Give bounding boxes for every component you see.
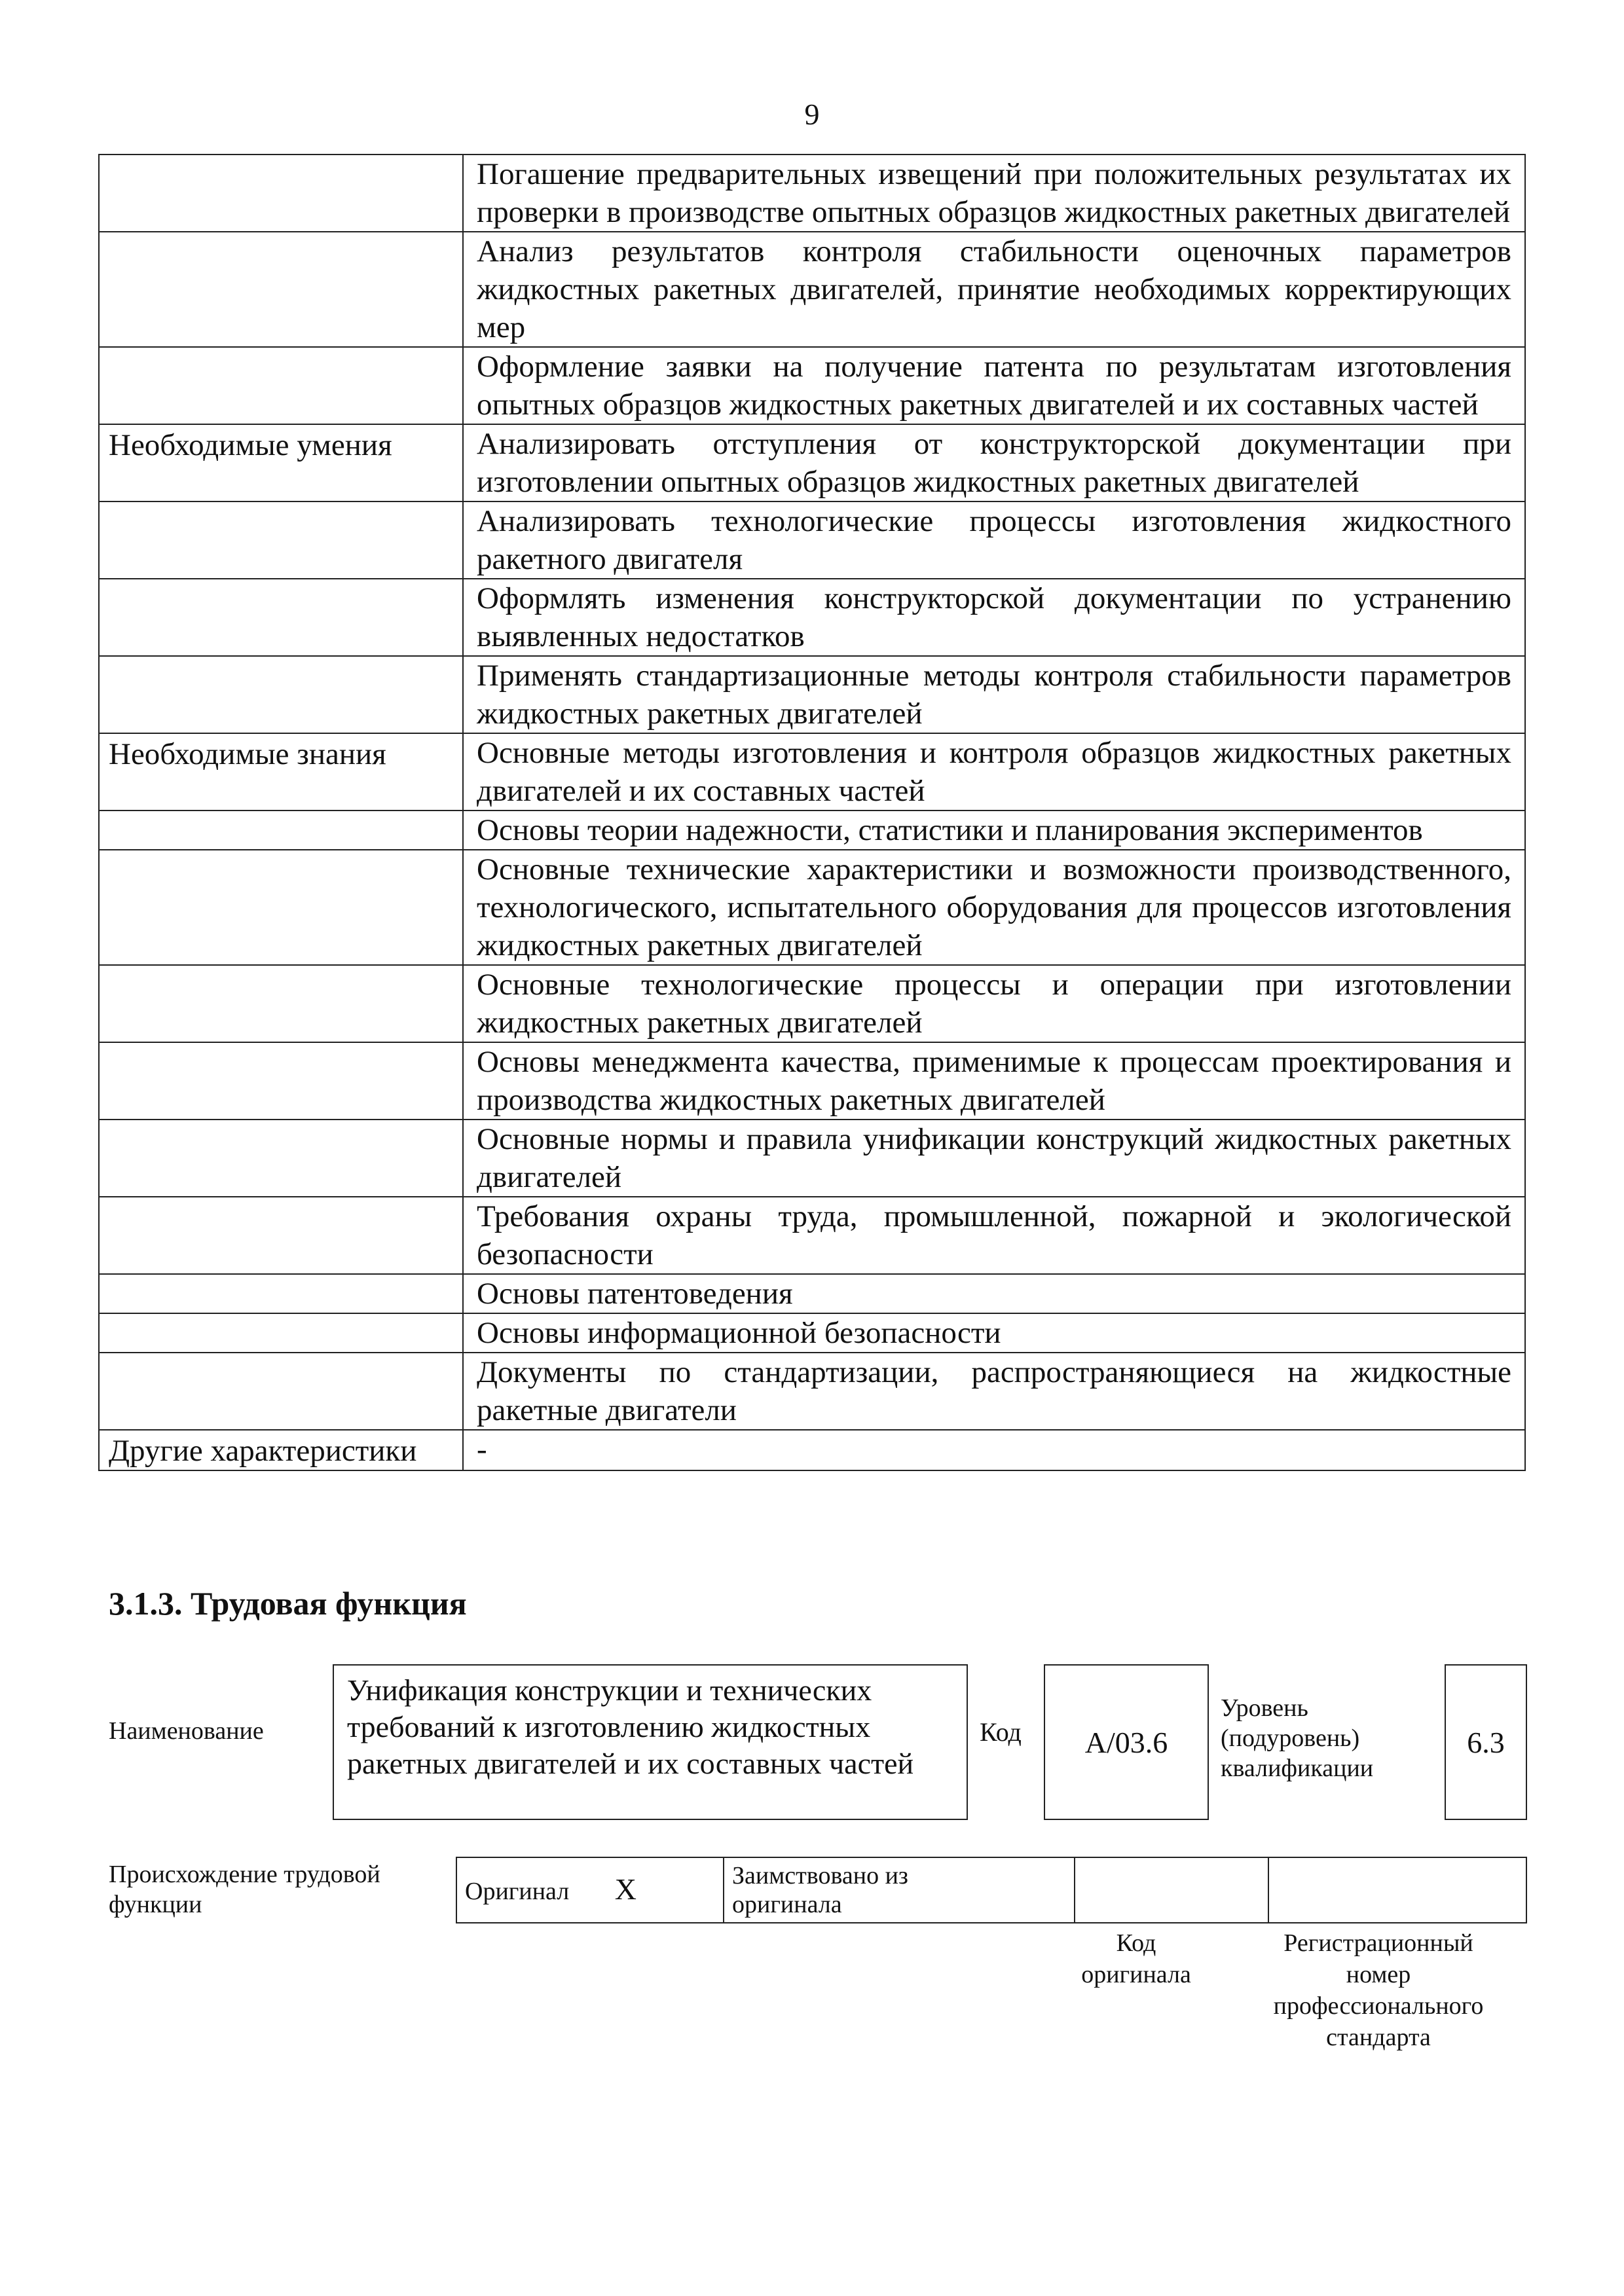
original-label: Оригинал: [465, 1877, 570, 1905]
table-row: [99, 733, 1525, 811]
table-row: [99, 850, 1525, 965]
registration-caption-line: номер: [1346, 1961, 1411, 1988]
origin-label-line: Происхождение трудовой: [109, 1861, 380, 1888]
name-label: Наименование: [109, 1717, 264, 1745]
action-item: Анализ результатов контроля стабильности оценочных параметров жидкостных ракетных двигателей, принятие необходимых корректирующих мер: [463, 232, 1525, 347]
other-value: -: [463, 1430, 1525, 1470]
empty-label-cell: [99, 811, 463, 850]
empty-label-cell: [99, 1274, 463, 1313]
code-caption-line: оригинала: [1081, 1961, 1191, 1988]
function-name-box: Унификация конструкции и технических требований к изготовлению жидкостных ракетных двигателей и их составных частей: [333, 1664, 968, 1820]
action-item: Оформление заявки на получение патента по результатам изготовления опытных образцов жидкостных ракетных двигателей и их составных частей: [463, 347, 1525, 424]
table-row: [99, 579, 1525, 656]
knowledge-item: Основы менеджмента качества, применимые к процессам проектирования и производства жидкостных ракетных двигателей: [463, 1042, 1525, 1120]
knowledge-item: Требования охраны труда, промышленной, пожарной и экологической безопасности: [463, 1197, 1525, 1274]
level-label-line: (подуровень): [1221, 1724, 1360, 1752]
code-label: Код: [980, 1717, 1022, 1747]
table-row: [99, 1042, 1525, 1120]
empty-label-cell: [99, 1313, 463, 1353]
skill-item: Анализировать отступления от конструкторской документации при изготовлении опытных образцов жидкостных ракетных двигателей: [463, 424, 1525, 501]
section-title: 3.1.3. Трудовая функция: [109, 1585, 467, 1622]
empty-label-cell: [99, 965, 463, 1042]
knowledge-item: Основы информационной безопасности: [463, 1313, 1525, 1353]
borrowed-cell: [724, 1857, 1075, 1923]
empty-label-cell: [99, 1353, 463, 1430]
knowledge-item: Основы патентоведения: [463, 1274, 1525, 1313]
empty-label-cell: [99, 232, 463, 347]
other-label: Другие характеристики: [99, 1430, 463, 1470]
registration-caption-line: профессионального: [1273, 1992, 1484, 2020]
level-label-line: квалификации: [1221, 1755, 1374, 1782]
registration-number-cell: [1268, 1857, 1526, 1923]
level-label: [1221, 1693, 1373, 1783]
registration-caption: [1231, 1927, 1526, 2053]
skills-label: Необходимые умения: [99, 424, 463, 501]
code-value-box: A/03.6: [1044, 1664, 1209, 1820]
knowledge-item: Основы теории надежности, статистики и планирования экспериментов: [463, 811, 1525, 850]
level-value-box: 6.3: [1445, 1664, 1527, 1820]
competency-table: [98, 154, 1526, 1471]
knowledge-item: Основные технологические процессы и операции при изготовлении жидкостных ракетных двигателей: [463, 965, 1525, 1042]
borrowed-label-line: Заимствовано из: [732, 1862, 908, 1889]
registration-caption-line: Регистрационный: [1283, 1929, 1473, 1957]
table-row: [99, 1353, 1525, 1430]
empty-label-cell: [99, 579, 463, 656]
skill-item: Анализировать технологические процессы изготовления жидкостного ракетного двигателя: [463, 501, 1525, 579]
code-caption: [1048, 1927, 1225, 1990]
knowledge-label: Необходимые знания: [99, 733, 463, 811]
table-row: [99, 811, 1525, 850]
table-row: [99, 501, 1525, 579]
origin-table: [456, 1857, 1527, 1923]
empty-label-cell: [99, 1120, 463, 1197]
table-row: [99, 1197, 1525, 1274]
borrowed-label-line: оригинала: [732, 1891, 842, 1918]
table-row: [99, 1313, 1525, 1353]
original-cell: [456, 1857, 724, 1923]
action-item: Погашение предварительных извещений при положительных результатах их проверки в производстве опытных образцов жидкостных ракетных двигателей: [463, 155, 1525, 232]
registration-caption-line: стандарта: [1326, 2024, 1431, 2051]
skill-item: Оформлять изменения конструкторской документации по устранению выявленных недостатков: [463, 579, 1525, 656]
table-row: [99, 232, 1525, 347]
skill-item: Применять стандартизационные методы контроля стабильности параметров жидкостных ракетных двигателей: [463, 656, 1525, 733]
table-row: [99, 1430, 1525, 1470]
original-code-cell: [1075, 1857, 1268, 1923]
knowledge-item: Основные нормы и правила унификации конструкций жидкостных ракетных двигателей: [463, 1120, 1525, 1197]
table-row: [99, 656, 1525, 733]
empty-label-cell: [99, 1197, 463, 1274]
empty-label-cell: [99, 347, 463, 424]
table-row: [99, 424, 1525, 501]
empty-label-cell: [99, 155, 463, 232]
code-caption-line: Код: [1116, 1929, 1156, 1957]
original-mark: X: [614, 1872, 637, 1906]
level-label-line: Уровень: [1221, 1694, 1308, 1722]
table-row: [99, 1274, 1525, 1313]
knowledge-item: Основные технические характеристики и возможности производственного, технологического, испытательного оборудования для процессов изготовления жидкостных ракетных двигателей: [463, 850, 1525, 965]
origin-label-line: функции: [109, 1891, 202, 1918]
origin-label: [109, 1859, 380, 1920]
empty-label-cell: [99, 1042, 463, 1120]
empty-label-cell: [99, 656, 463, 733]
table-row: [99, 155, 1525, 232]
table-row: [99, 965, 1525, 1042]
empty-label-cell: [99, 501, 463, 579]
knowledge-item: Документы по стандартизации, распространяющиеся на жидкостные ракетные двигатели: [463, 1353, 1525, 1430]
empty-label-cell: [99, 850, 463, 965]
table-row: [456, 1857, 1526, 1923]
page-number: 9: [804, 98, 820, 131]
table-row: [99, 1120, 1525, 1197]
knowledge-item: Основные методы изготовления и контроля образцов жидкостных ракетных двигателей и их составных частей: [463, 733, 1525, 811]
table-row: [99, 347, 1525, 424]
